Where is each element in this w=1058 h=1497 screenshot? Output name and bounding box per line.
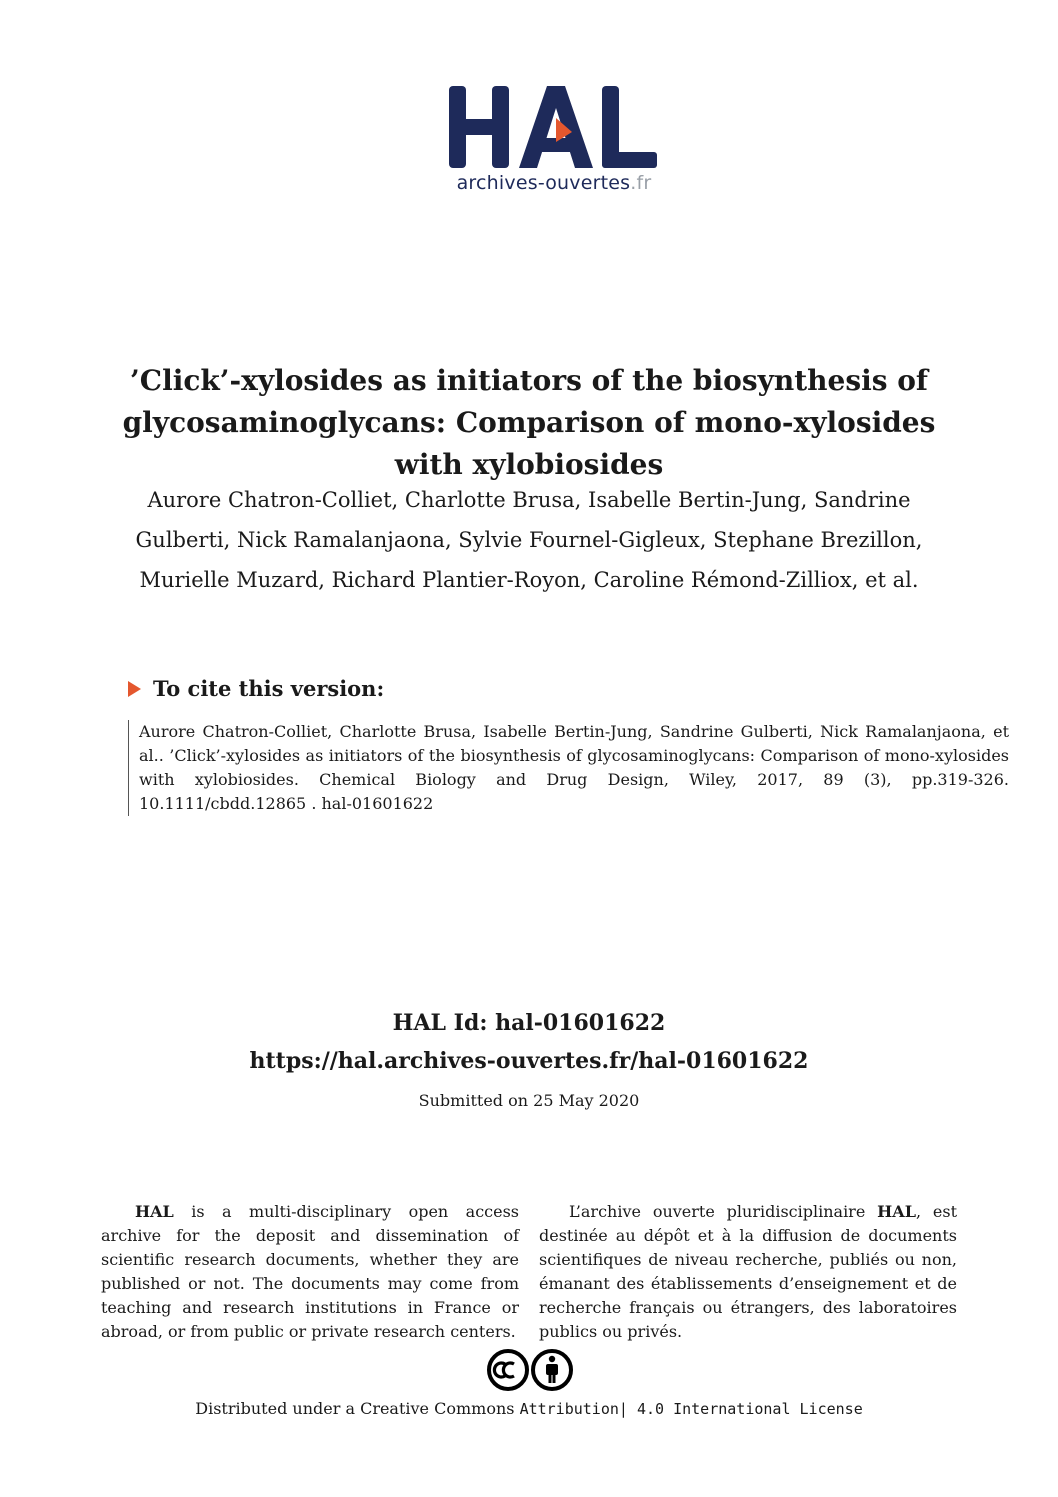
by-person-icon (533, 1351, 571, 1389)
cite-heading (128, 676, 384, 701)
hal-id: HAL Id: hal-01601622 (392, 1010, 666, 1036)
triangle-right-icon (128, 681, 141, 697)
logo-subtitle-main: archives-ouvertes (456, 172, 631, 194)
license-prefix: Distributed under a Creative Commons (195, 1399, 520, 1418)
notice-fr-after: , est destinée au dépôt et à la diffusion de documents scientifiques de niveau recherche, publiés ou non, émanant des établissements d’enseignement et de recherche français ou étrangers, des laboratoires publics ou privés. (539, 1202, 957, 1341)
logo-subtitle-tld: .fr (630, 172, 652, 194)
notice-en-bold: HAL (135, 1202, 174, 1221)
paper-title: ’Click’-xylosides as initiators of the biosynthesis of glycosaminoglycans: Comparison of mono-xylosides with xylobiosides (122, 364, 936, 481)
license-name[interactable]: Attribution| 4.0 International License (519, 1400, 863, 1418)
notice-fr-bold: HAL (877, 1202, 916, 1221)
submission-date: Submitted on 25 May 2020 (418, 1091, 640, 1110)
cite-heading-text: To cite this version: (153, 676, 385, 701)
author-list: Aurore Chatron-Colliet, Charlotte Brusa, Isabelle Bertin-Jung, Sandrine Gulberti, Nick Ramalanjaona, Sylvie Fournel-Gigleux, Stephane Brezillon, Murielle Muzard, Richard Plantier-Royon, Caroline Rémond-Zilliox, et al. (135, 488, 923, 592)
notice-fr-before: L’archive ouverte pluridisciplinaire (569, 1202, 878, 1221)
citation-text: Aurore Chatron-Colliet, Charlotte Brusa, Isabelle Bertin-Jung, Sandrine Gulberti, Nick Ramalanjaona, et al.. ’Click’-xylosides as initiators of the biosynthesis of glycosaminoglycans: Comparison of mono-xylosides with xylobiosides. Chemical Biology and Drug Design, Wiley, 2017, 89 (3), pp.319-326. 10.1111/cbdd.12865 . hal-01601622 (128, 720, 1009, 816)
notice-french (539, 1200, 957, 1344)
hal-url-link[interactable]: https://hal.archives-ouvertes.fr/hal-01601622 (249, 1048, 809, 1074)
cc-license-badge[interactable] (486, 1348, 576, 1392)
hal-logo-subtitle (444, 172, 664, 194)
notice-english (101, 1200, 519, 1344)
cc-icon (489, 1351, 527, 1389)
license-line (100, 1396, 958, 1422)
notice-en-text: is a multi-disciplinary open access archive for the deposit and dissemination of scientific research documents, whether they are published or not. The documents may come from teaching and research institutions in France or abroad, or from public or private research centers. (101, 1202, 519, 1341)
